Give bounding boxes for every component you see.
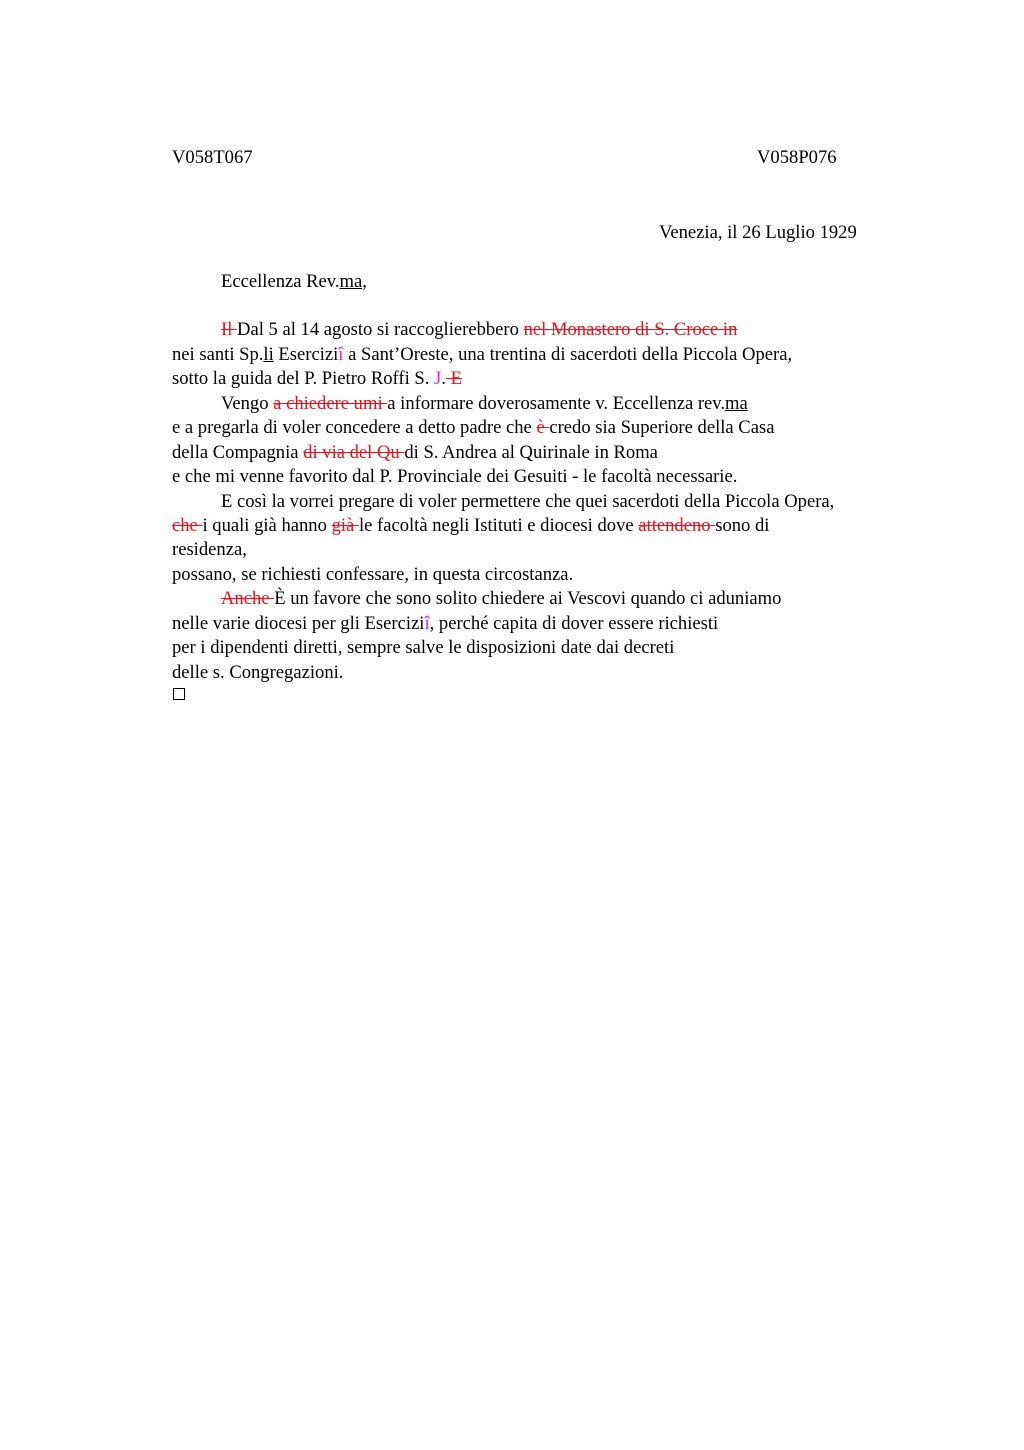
salutation (221, 271, 367, 293)
body-line-3 (172, 367, 462, 391)
line-text: Esercizi (273, 344, 339, 365)
line-text: e che mi venne favorito dal P. Provinciale dei Gesuiti - le facoltà necessarie. (172, 466, 738, 487)
inserted-text: J (434, 368, 442, 389)
salutation-punct: , (362, 271, 367, 292)
line-text: . (441, 368, 446, 389)
dateline: Venezia, il 26 Luglio 1929 (659, 222, 857, 243)
body-line-1 (221, 318, 737, 342)
inserted-text: î (424, 613, 430, 634)
body-line-5 (172, 416, 774, 440)
line-text: Dal 5 al 14 agosto si raccoglierebbero (237, 319, 524, 340)
deleted-text: Il (221, 319, 238, 340)
deleted-text: Anche (221, 588, 275, 609)
deleted-text: attendeno (638, 515, 716, 536)
body-line-11 (172, 563, 573, 587)
line-text: E così la vorrei pregare di voler permettere che quei sacerdoti della Piccola Opera, (221, 491, 835, 512)
body-line-12 (221, 587, 781, 611)
line-text: di S. Andrea al Quirinale in Roma (404, 442, 658, 463)
deleted-text: è (536, 417, 550, 438)
deleted-text: a chiedere umi (273, 393, 388, 414)
line-text: Vengo (221, 393, 274, 414)
underlined-abbr: li (263, 344, 274, 365)
line-text: possano, se richiesti confessare, in questa circostanza. (172, 564, 574, 585)
line-text: residenza, (172, 539, 247, 560)
inserted-text: î (338, 344, 344, 365)
line-text: , perché capita di dover essere richiesti (429, 613, 719, 634)
document-code-left: V058T067 (172, 147, 253, 168)
body-line-4 (221, 392, 748, 416)
line-text: credo sia Superiore della Casa (549, 417, 775, 438)
body-line-9 (172, 514, 769, 538)
deleted-text: nel Monastero di S. Croce in (523, 319, 738, 340)
line-text: nelle varie diocesi per gli Esercizi (172, 613, 425, 634)
deleted-text: che (172, 515, 203, 536)
body-line-10 (172, 538, 247, 562)
line-text: a informare doverosamente v. Eccellenza rev. (387, 393, 726, 414)
line-text: sono di (715, 515, 770, 536)
line-text: della Compagnia (172, 442, 304, 463)
salutation-text: Eccellenza Rev. (221, 271, 340, 292)
line-text: sotto la guida del P. Pietro Roffi S. (172, 368, 435, 389)
deleted-text: E (445, 368, 462, 389)
line-text: nei santi Sp. (172, 344, 264, 365)
end-of-document-square-icon (173, 688, 185, 700)
body-line-7 (172, 465, 737, 489)
underlined-abbr: ma (725, 393, 748, 414)
line-text: e a pregarla di voler concedere a detto padre che (172, 417, 537, 438)
salutation-abbr: ma (339, 271, 363, 292)
line-text: a Sant’Oreste, una trentina di sacerdoti della Piccola Opera, (343, 344, 793, 365)
body-line-14 (172, 636, 674, 660)
body-line-15 (172, 661, 343, 685)
deleted-text: già (331, 515, 359, 536)
deleted-text: di via del Qu (303, 442, 405, 463)
line-text: per i dipendenti diretti, sempre salve le disposizioni date dai decreti (172, 637, 675, 658)
document-code-right: V058P076 (757, 147, 837, 168)
line-text: delle s. Congregazioni. (172, 662, 344, 683)
line-text: le facoltà negli Istituti e diocesi dove (358, 515, 639, 536)
body-line-13 (172, 612, 718, 636)
line-text: i quali già hanno (202, 515, 332, 536)
body-line-6 (172, 441, 658, 465)
body-line-8 (221, 490, 834, 514)
body-line-2 (172, 343, 792, 367)
line-text: È un favore che sono solito chiedere ai Vescovi quando ci aduniamo (274, 588, 782, 609)
